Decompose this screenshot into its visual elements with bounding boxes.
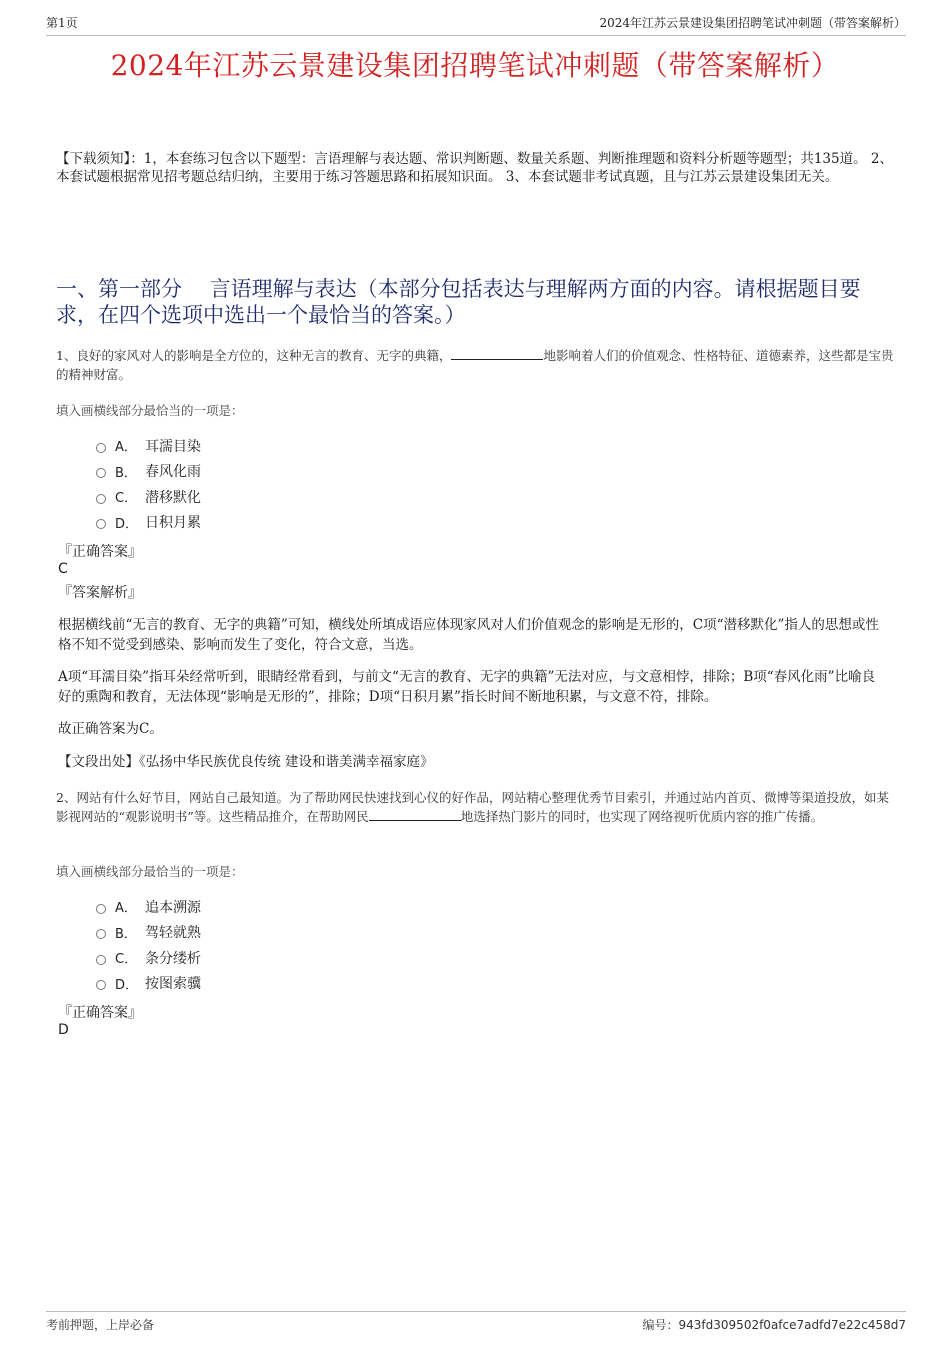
option-b[interactable]: B． 春风化雨 [96,459,201,485]
question-1-text [56,346,896,384]
question-2-before: 2、网站有什么好节目，网站自己最知道。为了帮助网民快速找到心仪的好作品，网站精心整理优秀节目索引，并通过站内首页、微博等渠道投放，如某影视网站的“观影说明书”等。这些精品推介，在帮助网民 [56,790,889,824]
radio-icon[interactable] [96,955,106,965]
question-2-prompt: 填入画横线部分最恰当的一项是： [56,864,244,879]
source-citation: 【文段出处】《弘扬中华民族优良传统 建设和谐美满幸福家庭》 [58,754,434,770]
page-footer [46,1311,906,1333]
radio-icon[interactable] [96,443,106,453]
page-title: 2024年江苏云景建设集团招聘笔试冲刺题（带答案解析） [110,49,840,82]
section-title: 一、第一部分 言语理解与表达（本部分包括表达与理解两方面的内容。请根据题目要求，在四个选项中选出一个最恰当的答案。） [56,277,861,327]
page-header [46,14,906,36]
download-notice: 【下载须知】：1，本套练习包含以下题型：言语理解与表达题、常识判断题、数量关系题、判断推理题和资料分析题等题型；共135道。 2、本套试题根据常见招考题总结归纳，主要用于练习答题思路和拓展知识面。 3、本套试题非考试真题，且与江苏云景建设集团无关。 [56,151,893,185]
correct-answer: C [58,561,68,577]
document-id: 编号：943fd309502f0afce7adfd7e22c458d7 [642,1318,906,1332]
question-1-before: 1、良好的家风对人的影响是全方位的，这种无言的教育、无字的典籍， [56,348,452,363]
option-d[interactable]: D． 日积月累 [96,510,201,536]
footer-slogan: 考前押题，上岸必备 [46,1318,155,1332]
option-c[interactable]: C． 潜移默化 [96,484,201,510]
radio-icon[interactable] [96,468,106,478]
question-2-after: 地选择热门影片的同时，也实现了网络视听优质内容的推广传播。 [460,809,824,824]
radio-icon[interactable] [96,494,106,504]
option-b[interactable]: B． 驾轻就熟 [96,920,201,946]
header-doc-title: 2024年江苏云景建设集团招聘笔试冲刺题（带答案解析） [599,16,906,30]
correct-answer-label: 『正确答案』 [58,1005,142,1021]
radio-icon[interactable] [96,904,106,914]
radio-icon[interactable] [96,980,106,990]
analysis-paragraph-2: A项“耳濡目染”指耳朵经常听到，眼睛经常看到，与前文“无言的教育、无字的典籍”无法对应，与文意相悖，排除；B项“春风化雨”比喻良好的熏陶和教育，无法体现“影响是无形的”，排除；D项“日积月累”指长时间不断地积累，与文意不符，排除。 [58,669,876,705]
radio-icon[interactable] [96,929,106,939]
option-a[interactable]: A． 耳濡目染 [96,433,201,459]
analysis-paragraph-1: 根据横线前“无言的教育、无字的典籍”可知，横线处所填成语应体现家风对人们价值观念的影响是无形的，C项“潜移默化”指人的思想或性格不知不觉受到感染、影响而发生了变化，符合文意，当选。 [58,617,879,653]
option-a[interactable]: A． 追本溯源 [96,894,201,920]
option-d[interactable]: D． 按图索骥 [96,971,201,997]
question-2-options [96,894,201,996]
fill-blank [451,347,543,360]
question-1-after: 地影响着人们的价值观念、性格特征、道德素养，这些都是宝贵的精神财富。 [56,348,894,382]
page-number: 第1页 [46,16,78,30]
question-1-prompt: 填入画横线部分最恰当的一项是： [56,403,244,418]
correct-answer: D [58,1022,69,1038]
analysis-conclusion: 故正确答案为C。 [58,721,163,737]
question-1-options [96,433,201,535]
fill-blank [369,808,461,821]
question-2-text [56,788,896,826]
correct-answer-label: 『正确答案』 [58,544,142,560]
radio-icon[interactable] [96,519,106,529]
option-c[interactable]: C． 条分缕析 [96,945,201,971]
analysis-label: 『答案解析』 [58,585,142,601]
